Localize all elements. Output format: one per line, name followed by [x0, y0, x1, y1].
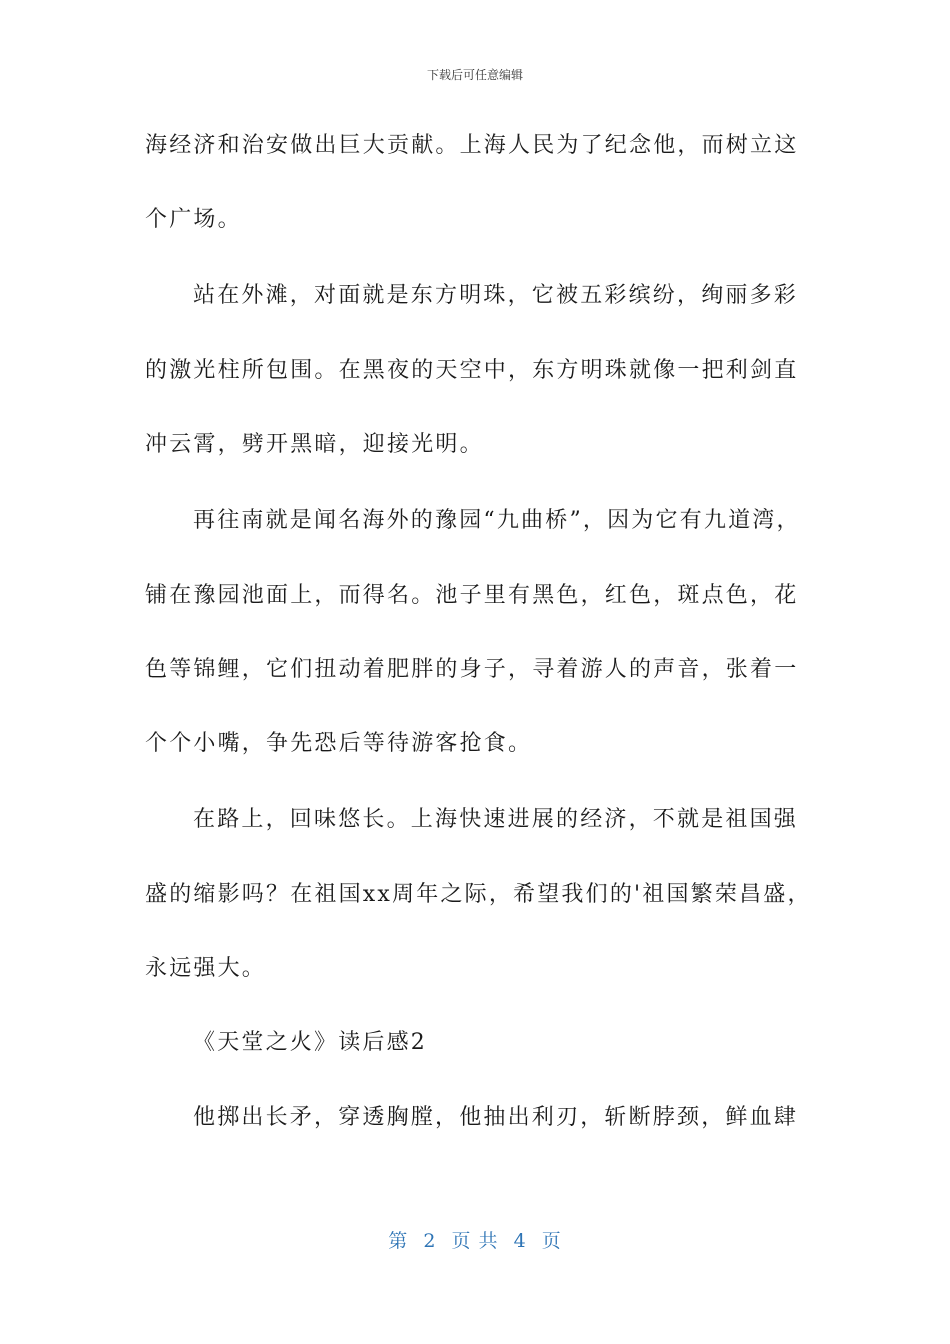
current-page-number: 2 [423, 1230, 437, 1252]
footer-prefix: 第 [388, 1230, 409, 1252]
paragraph-start-line: 他掷出长矛，穿透胸膛，他抽出利刃，斩断脖颈，鲜血肆 [193, 1105, 799, 1130]
text-line: 海经济和治安做出巨大贡献。上海人民为了纪念他，而树立这 [145, 133, 799, 158]
paragraph-start-line: 站在外滩，对面就是东方明珠，它被五彩缤纷，绚丽多彩 [193, 283, 799, 308]
text-line: 永远强大。 [145, 956, 267, 981]
text-line: 的激光柱所包围。在黑夜的天空中，东方明珠就像一把利剑直 [145, 358, 799, 383]
text-line: 盛的缩影吗？在祖国xx周年之际，希望我们的'祖国繁荣昌盛， [145, 882, 812, 907]
text-line: 冲云霄，劈开黑暗，迎接光明。 [145, 432, 484, 457]
page-footer [0, 1226, 950, 1253]
paragraph-start-line: 再往南就是闻名海外的豫园“九曲桥”，因为它有九道湾， [193, 508, 801, 533]
footer-middle: 页 共 [451, 1230, 499, 1252]
footer-suffix: 页 [541, 1230, 562, 1252]
total-pages-number: 4 [513, 1230, 527, 1252]
text-line: 色等锦鲤，它们扭动着肥胖的身子，寻着游人的声音，张着一 [145, 657, 799, 682]
text-line: 个个小嘴，争先恐后等待游客抢食。 [145, 731, 533, 756]
text-line: 铺在豫园池面上，而得名。池子里有黑色，红色，斑点色，花 [145, 583, 799, 608]
section-title: 《天堂之火》读后感2 [193, 1030, 427, 1055]
text-line: 个广场。 [145, 207, 242, 232]
paragraph-start-line: 在路上，回味悠长。上海快速进展的经济，不就是祖国强 [193, 807, 799, 832]
page-header: 下载后可任意编辑 [426, 68, 523, 82]
